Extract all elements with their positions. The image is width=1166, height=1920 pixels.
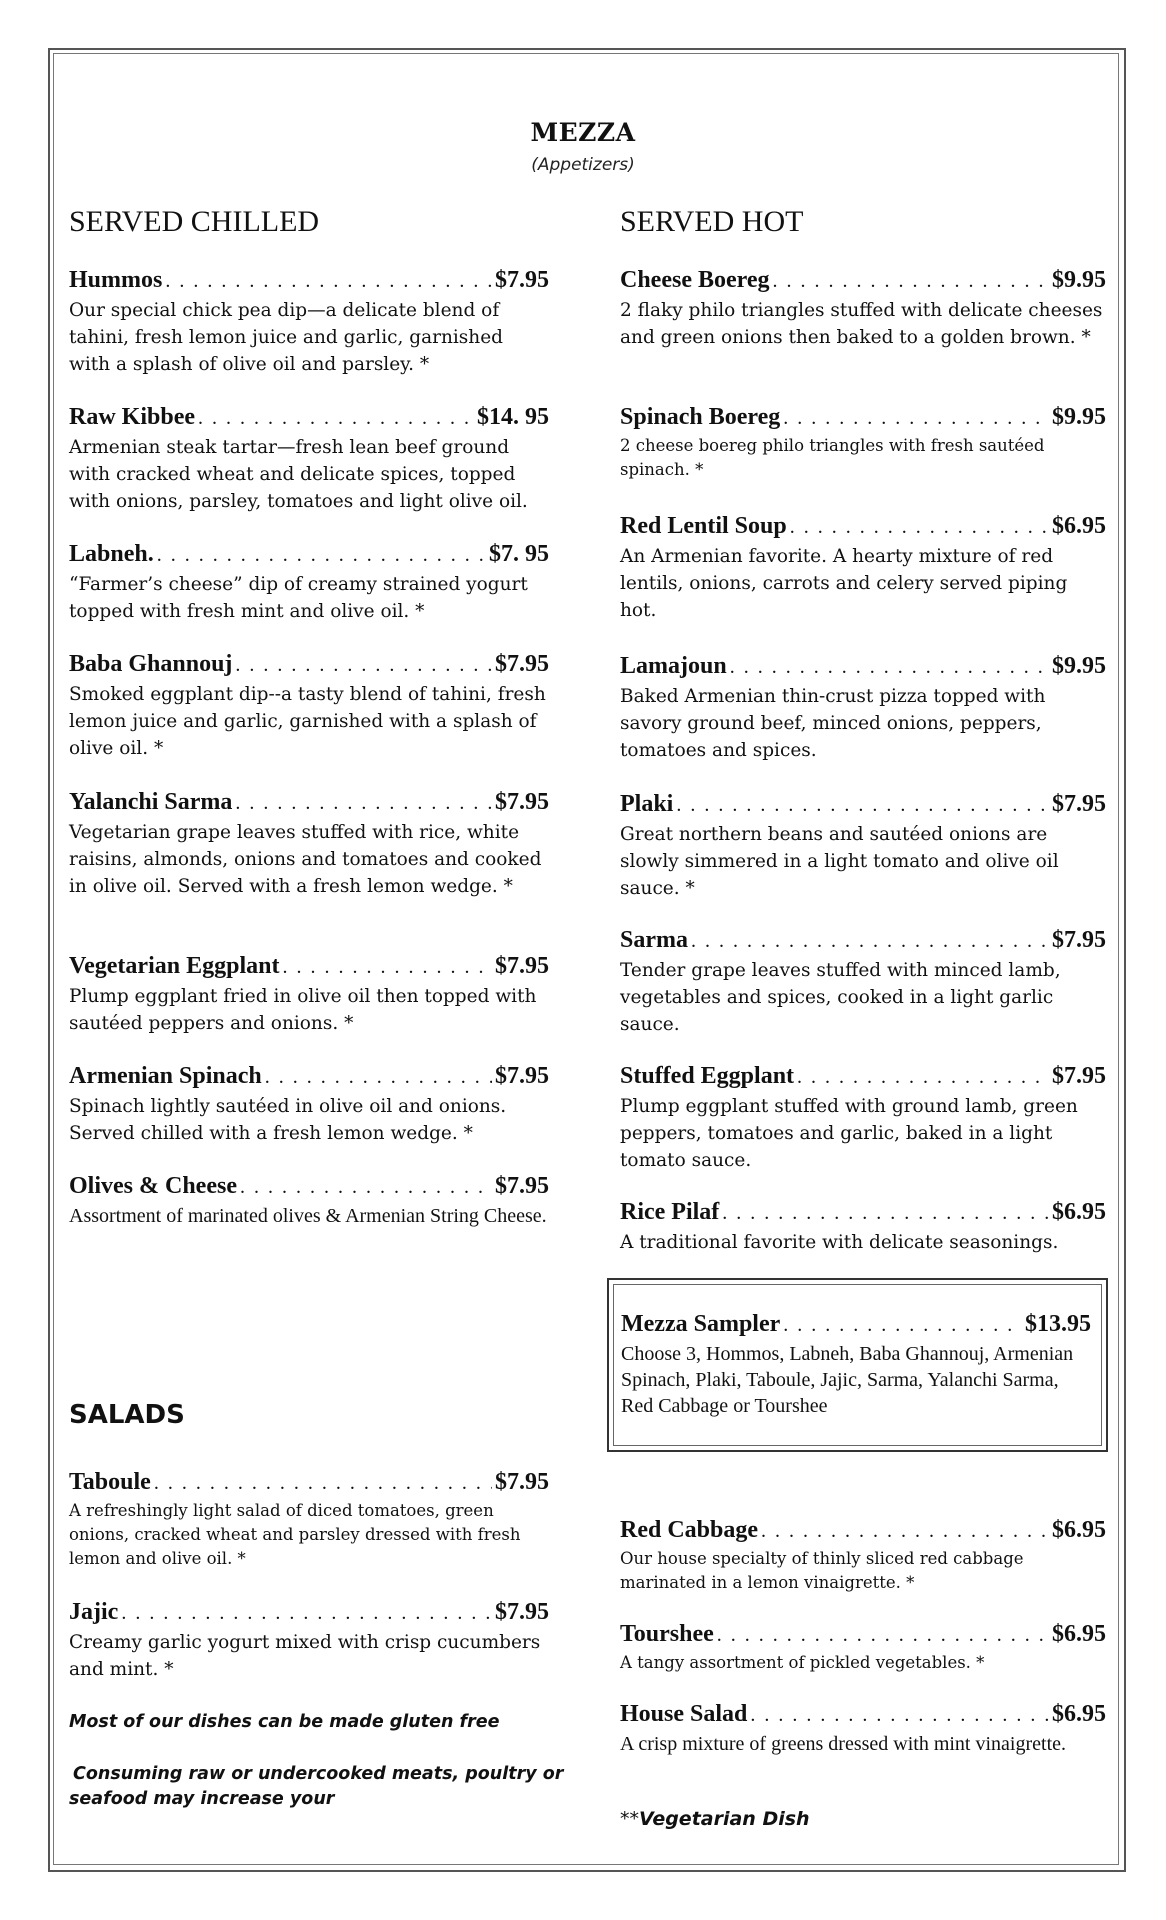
item-price: $7.95 [495,1469,549,1495]
item-description: 2 cheese boereg philo triangles with fresh sautéed spinach. * [620,436,1045,479]
item-name: Cheese Boereg [620,267,770,293]
item-name: Tourshee [620,1621,714,1647]
item-name: Raw Kibbee [69,404,195,430]
menu-item-jajic [69,1598,549,1683]
item-description: Our special chick pea dip—a delicate blend of tahini, fresh lemon juice and garlic, garnished with a splash of olive oil and parsley. * [69,300,504,375]
item-name: Taboule [69,1469,151,1495]
item-name: Spinach Boereg [620,404,781,430]
item-name: Olives & Cheese [69,1173,237,1199]
item-price: $7.95 [495,953,549,979]
item-description: Our house specialty of thinly sliced red cabbage marinated in a lemon vinaigrette. * [620,1549,1024,1592]
item-description: A crisp mixture of greens dressed with mint vinaigrette. [620,1733,1067,1755]
item-description: An Armenian favorite. A hearty mixture of red lentils, onions, carrots and celery served piping hot. [620,546,1068,621]
item-description: “Farmer’s cheese” dip of creamy strained yogurt topped with fresh mint and olive oil. * [69,574,528,622]
item-description: Assortment of marinated olives & Armenian String Cheese. [69,1205,547,1227]
item-name: Red Lentil Soup [620,513,787,539]
item-description: Armenian steak tartar—fresh lean beef ground with cracked wheat and delicate spices, topped with onions, parsley, tomatoes and light olive oil. [69,437,528,512]
menu-item-plaki [620,790,1106,902]
vegetarian-marker: ** [620,1808,639,1830]
item-description: A traditional favorite with delicate seasonings. [620,1232,1059,1253]
item-price: $9.95 [1052,653,1106,679]
menu-item-tourshee [620,1620,1106,1675]
menu-subtitle: (Appetizers) [531,155,635,175]
item-price: $14. 95 [477,404,549,430]
item-price: $7.95 [495,789,549,815]
item-description: A refreshingly light salad of diced tomatoes, green onions, cracked wheat and parsley dressed with fresh lemon and olive oil. * [69,1501,521,1568]
section-heading-served-hot: SERVED HOT [620,205,804,238]
item-description: Smoked eggplant dip--a tasty blend of tahini, fresh lemon juice and garlic, garnished with a splash of olive oil. * [69,684,546,759]
item-description: 2 flaky philo triangles stuffed with delicate cheeses and green onions then baked to a golden brown. * [620,300,1103,348]
item-description: Choose 3, Hommos, Labneh, Baba Ghannouj, Armenian Spinach, Plaki, Taboule, Jajic, Sarma, Yalanchi Sarma, Red Cabbage or Tourshee [621,1343,1074,1417]
item-price: $6.95 [1052,513,1106,539]
item-name: Baba Ghannouj [69,651,233,677]
item-description: Creamy garlic yogurt mixed with crisp cucumbers and mint. * [69,1632,541,1680]
menu-item-rice-pilaf [620,1198,1106,1256]
item-name: Yalanchi Sarma [69,789,233,815]
item-description: Plump eggplant fried in olive oil then topped with sautéed peppers and onions. * [69,986,537,1034]
menu-item-labneh [69,540,549,625]
menu-title: MEZZA [530,118,636,147]
item-name: Hummos [69,267,163,293]
menu-item-raw-kibbee [69,403,549,515]
item-name: Red Cabbage [620,1517,759,1543]
item-name: Lamajoun [620,653,727,679]
menu-item-red-lentil-soup [620,512,1106,624]
item-name: Mezza Sampler [621,1311,781,1337]
item-price: $6.95 [1052,1621,1106,1647]
section-heading-salads: SALADS [69,1400,185,1430]
item-name: House Salad [620,1701,748,1727]
mezza-sampler-box [607,1278,1108,1452]
menu-item-yalanchi-sarma [69,788,549,900]
item-price: $13.95 [1025,1311,1091,1337]
item-description: Spinach lightly sautéed in olive oil and onions. Served chilled with a fresh lemon wedge. * [69,1096,507,1144]
vegetarian-legend-text: Vegetarian Dish [639,1808,810,1830]
vegetarian-legend [620,1808,810,1830]
item-description: Great northern beans and sautéed onions are slowly simmered in a light tomato and olive oil sauce. * [620,824,1059,899]
menu-item-sarma [620,926,1106,1038]
menu-item-baba-ghannouj [69,650,549,762]
menu-item-hummos [69,266,549,378]
item-price: $7.95 [495,651,549,677]
item-name: Armenian Spinach [69,1063,262,1089]
menu-item-olives-cheese [69,1172,549,1229]
item-name: Jajic [69,1599,119,1625]
item-description: Tender grape leaves stuffed with minced lamb, vegetables and spices, cooked in a light garlic sauce. [620,960,1061,1035]
gluten-free-note: Most of our dishes can be made gluten free [69,1712,500,1732]
item-description: A tangy assortment of pickled vegetables. * [620,1653,985,1672]
item-description: Baked Armenian thin-crust pizza topped with savory ground beef, minced onions, peppers, tomatoes and spices. [620,686,1046,761]
item-name: Labneh. [69,541,154,567]
item-description: Vegetarian grape leaves stuffed with rice, white raisins, almonds, onions and tomatoes and cooked in olive oil. Served with a fresh lemon wedge. * [69,822,542,897]
menu-item-red-cabbage [620,1516,1106,1595]
item-price: $7.95 [1052,1063,1106,1089]
item-price: $9.95 [1052,267,1106,293]
item-price: $7.95 [495,1063,549,1089]
menu-item-cheese-boereg [620,266,1106,351]
item-name: Vegetarian Eggplant [69,953,280,979]
item-price: $7.95 [1052,791,1106,817]
item-name: Rice Pilaf [620,1199,720,1225]
item-price: $6.95 [1052,1199,1106,1225]
menu-item-armenian-spinach [69,1062,549,1147]
menu-item-lamajoun [620,652,1106,764]
section-heading-served-chilled: SERVED CHILLED [69,205,320,238]
item-price: $6.95 [1052,1517,1106,1543]
item-description: Plump eggplant stuffed with ground lamb, green peppers, tomatoes and garlic, baked in a light tomato sauce. [620,1096,1078,1171]
item-price: $9.95 [1052,404,1106,430]
item-price: $7. 95 [489,541,549,567]
menu-item-spinach-boereg [620,403,1106,482]
item-name: Sarma [620,927,688,953]
menu-item-taboule [69,1468,549,1571]
item-price: $7.95 [495,1173,549,1199]
menu-item-vegetarian-eggplant [69,952,549,1037]
item-price: $7.95 [1052,927,1106,953]
menu-item-stuffed-eggplant [620,1062,1106,1174]
item-price: $7.95 [495,267,549,293]
raw-food-warning: Consuming raw or undercooked meats, poultry or seafood may increase your [69,1764,564,1809]
item-price: $7.95 [495,1599,549,1625]
item-price: $6.95 [1052,1701,1106,1727]
item-name: Plaki [620,791,674,817]
item-name: Stuffed Eggplant [620,1063,795,1089]
menu-item-house-salad [620,1700,1106,1757]
